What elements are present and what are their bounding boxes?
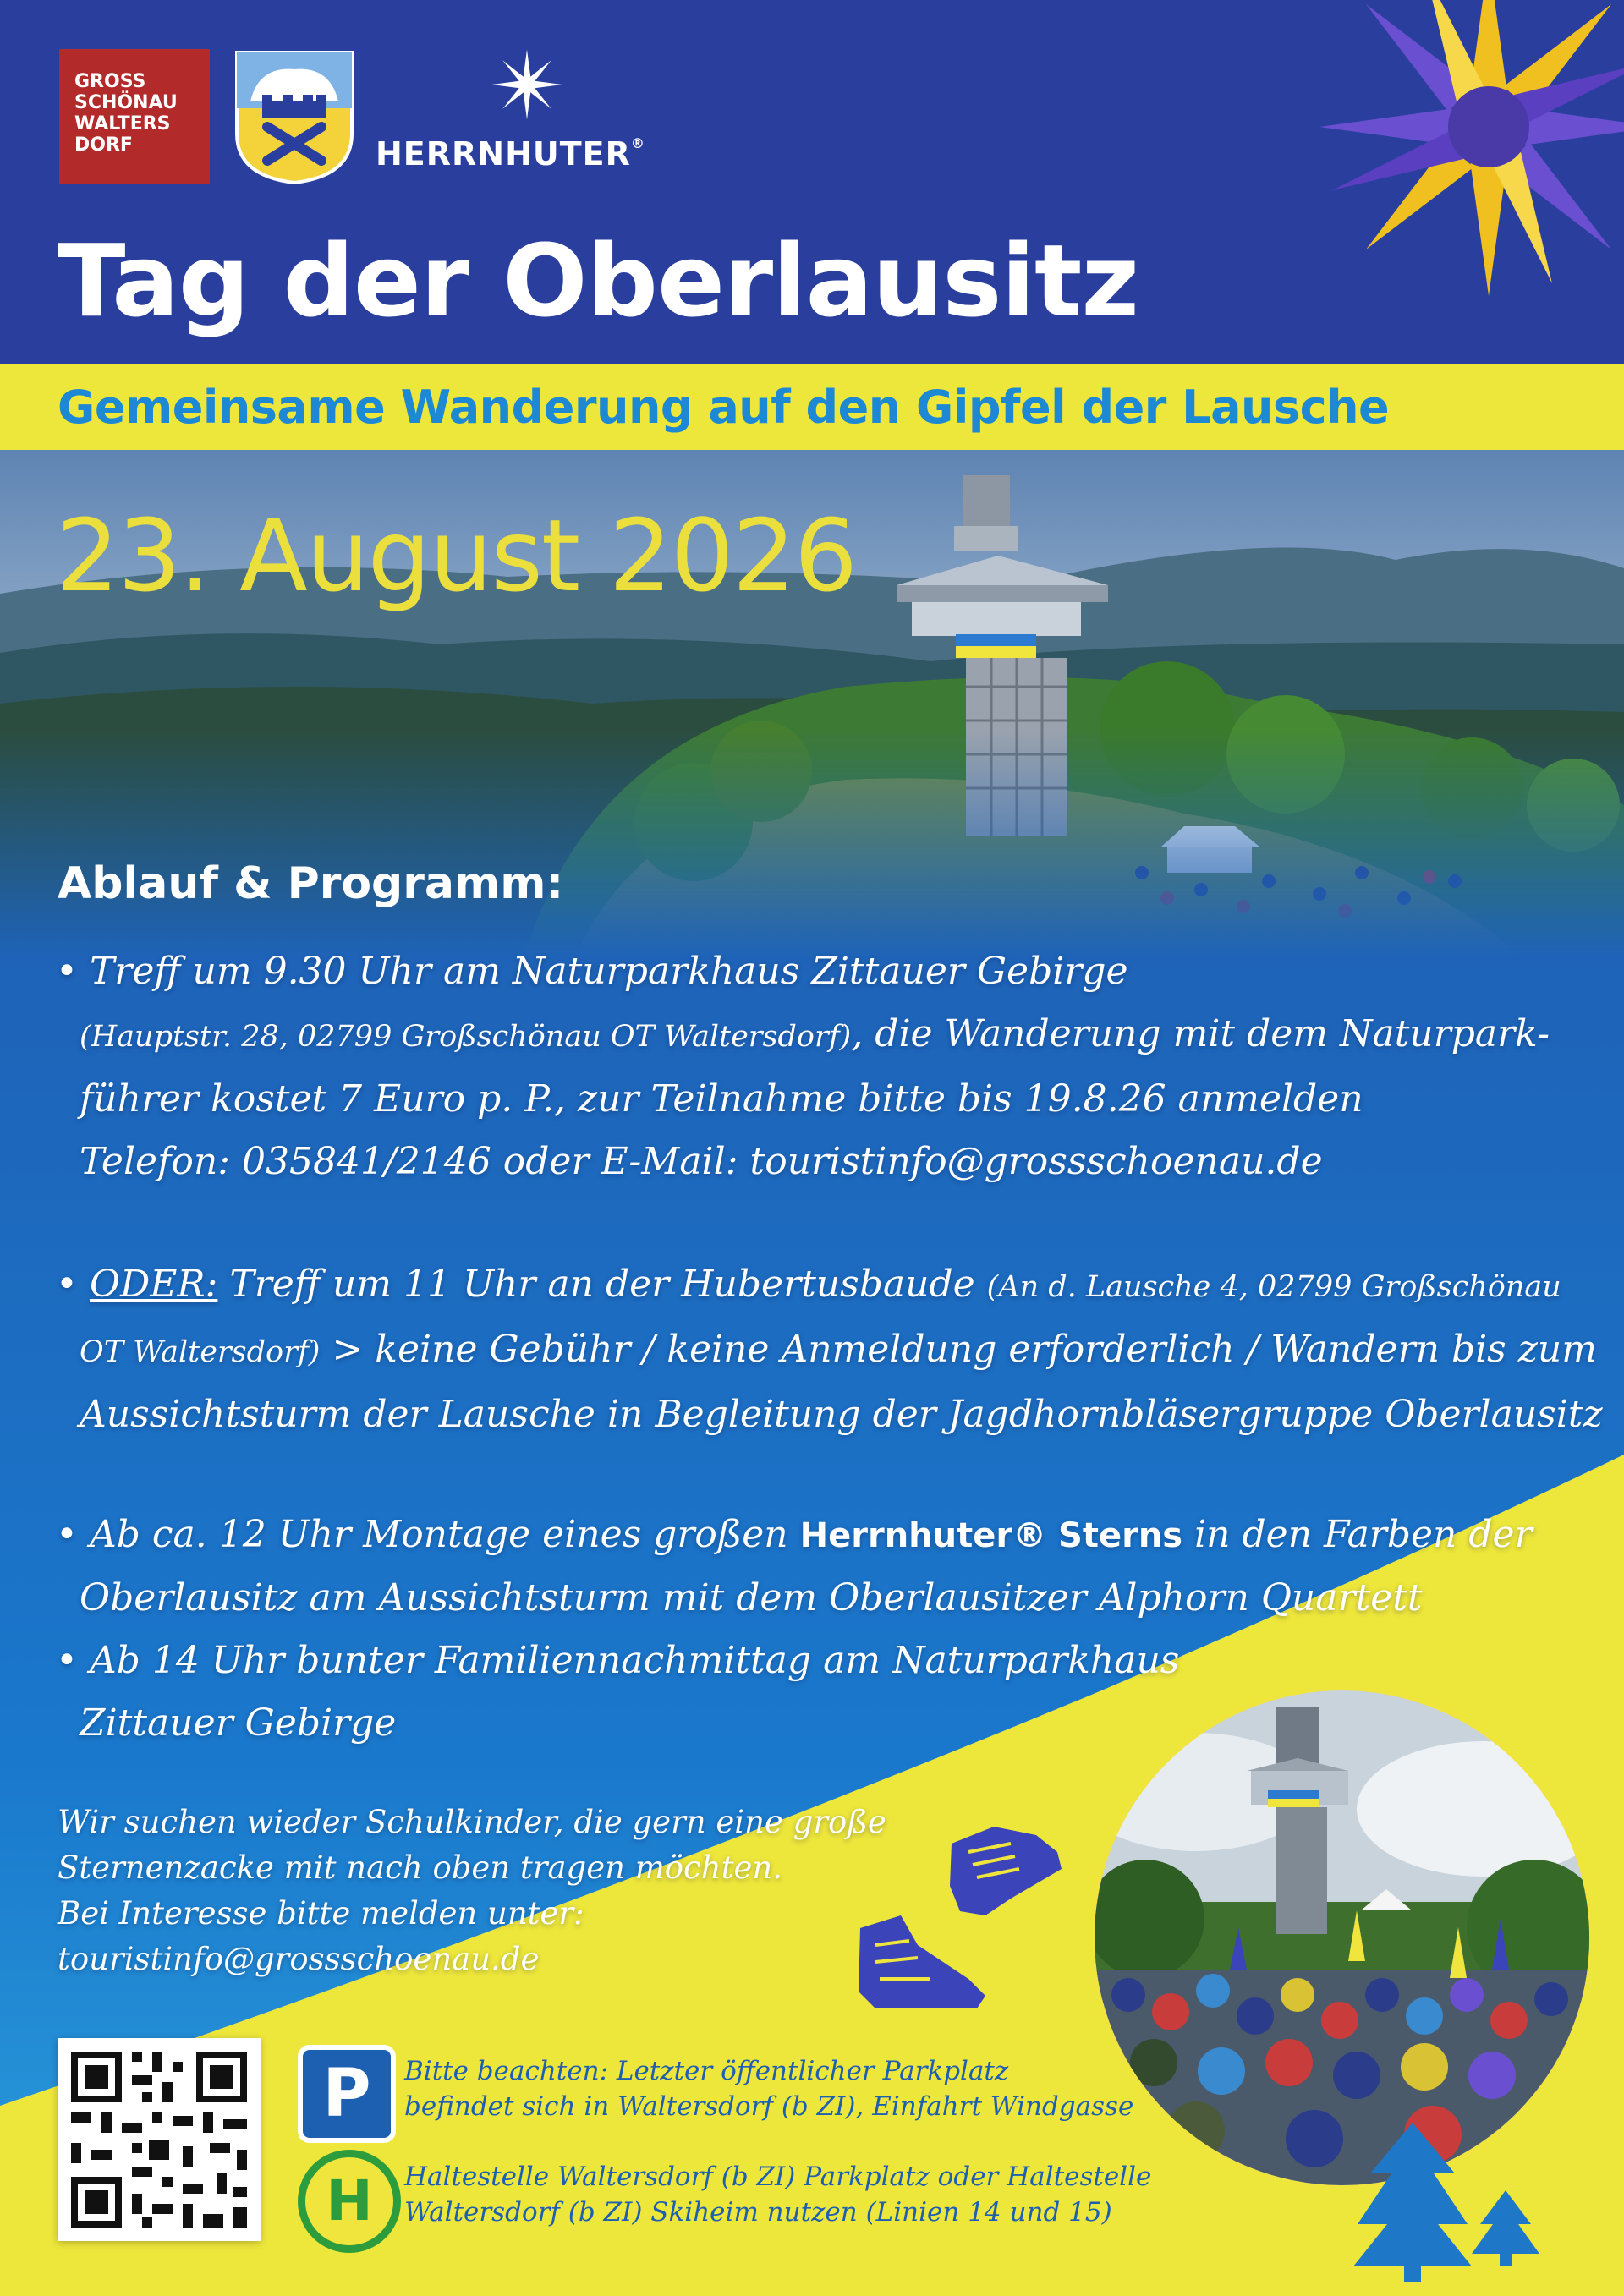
bus-line: Waltersdorf (b ZI) Skiheim nutzen (Linien 14 und 15) [404,2197,1112,2228]
item1-address: (Hauptstr. 28, 02799 Großschönau OT Waltersdorf) [80,1020,852,1054]
item4-line1 [56,1630,1533,1692]
school-line: Sternenzacke mit nach oben tragen möchten. [58,1849,782,1886]
bullet: • [56,1639,90,1682]
bus-note [404,2159,1151,2230]
big-herrnhuter-star-icon [1303,0,1624,313]
item2-address-2: OT Waltersdorf) [80,1335,321,1369]
bullet: • [56,1263,90,1306]
bullet: • [56,1513,90,1556]
item1-line4: Telefon: 035841/2146 oder E-Mail: touristinfo@grossschoenau.de [80,1140,1323,1183]
item3-line1-text: Ab ca. 12 Uhr Montage eines großen [89,1513,800,1556]
program-item-2 [56,1253,1603,1446]
bullet: • [56,950,90,993]
item3-line2: Oberlausitz am Aussichtsturm mit dem Oberlausitzer Alphorn Quartett [80,1576,1423,1619]
herrnhuter-stern-label: Herrnhuter® Sterns [799,1516,1183,1555]
parking-line: befindet sich in Waltersdorf (b ZI), Einfahrt Windgasse [404,2091,1134,2122]
item1-line3: führer kostet 7 Euro p. P., zur Teilnahme bitte bis 19.8.26 anmelden [80,1077,1363,1121]
brand-name: HERRNHUTER [376,135,631,173]
trees-icon [1353,2114,1548,2283]
item2-line1-text: Treff um 11 Uhr an der Hubertusbaude [217,1263,987,1306]
logo-line: WALTERS [74,113,171,134]
hiking-boots-icon [850,1818,1078,2021]
herrnhuter-brand [376,135,645,173]
school-email: touristinfo@grossschoenau.de [58,1941,540,1977]
school-line: Wir suchen wieder Schulkinder, die gern eine große [58,1804,886,1840]
logo-line: SCHÖNAU [74,92,178,113]
item3-line1 [56,1504,1533,1567]
bus-stop-sign-icon: H [298,2150,401,2253]
item2-line1 [56,1253,1603,1318]
subtitle: Gemeinsame Wanderung auf den Gipfel der Lausche [58,381,1390,434]
bus-line: Haltestelle Waltersdorf (b ZI) Parkplatz oder Haltestelle [404,2162,1152,2192]
event-date: 23. August 2026 [56,497,856,614]
registered-mark: ® [630,135,645,151]
parking-sign-icon: P [298,2045,396,2143]
item2-line2 [56,1318,1603,1384]
item2-line2-text: > keine Gebühr / keine Anmeldung erforderlich / Wandern bis zum [320,1328,1597,1371]
item1-line2 [56,1003,1550,1068]
parking-line: Bitte beachten: Letzter öffentlicher Parkplatz [404,2056,1009,2086]
parking-note [404,2053,1133,2124]
item2-line3: Aussichtsturm der Lausche in Begleitung der Jagdhornbläsergruppe Oberlausitz [80,1393,1603,1436]
logo-line: DORF [74,134,133,156]
program-heading: Ablauf & Programm: [58,858,564,909]
item1-line1 [56,940,1550,1003]
item1-line2-text: , die Wanderung mit dem Naturpark- [851,1012,1550,1055]
school-line: Bei Interesse bitte melden unter: [58,1895,584,1932]
program-item-1 [56,940,1550,1193]
subtitle-band [0,364,1624,450]
herrnhuter-star-icon [489,47,565,123]
page-title: Tag der Oberlausitz [58,222,1139,339]
header [0,0,1624,364]
item4-line2: Zittauer Gebirge [80,1701,397,1745]
oder-label: ODER: [89,1263,218,1306]
logo-line: GROSS [74,71,146,92]
grossschoenau-logo [59,49,210,184]
item1-line1-text: Treff um 9.30 Uhr am Naturparkhaus Zittauer Gebirge [89,950,1128,993]
item3-line1-end: in den Farben der [1182,1513,1533,1556]
item2-address: (An d. Lausche 4, 02799 Großschönau [986,1270,1561,1304]
qr-code[interactable] [58,2038,261,2241]
school-call [58,1800,886,1982]
coat-of-arms-icon [233,49,355,184]
item4-line1-text: Ab 14 Uhr bunter Familiennachmittag am Naturparkhaus [89,1639,1180,1682]
